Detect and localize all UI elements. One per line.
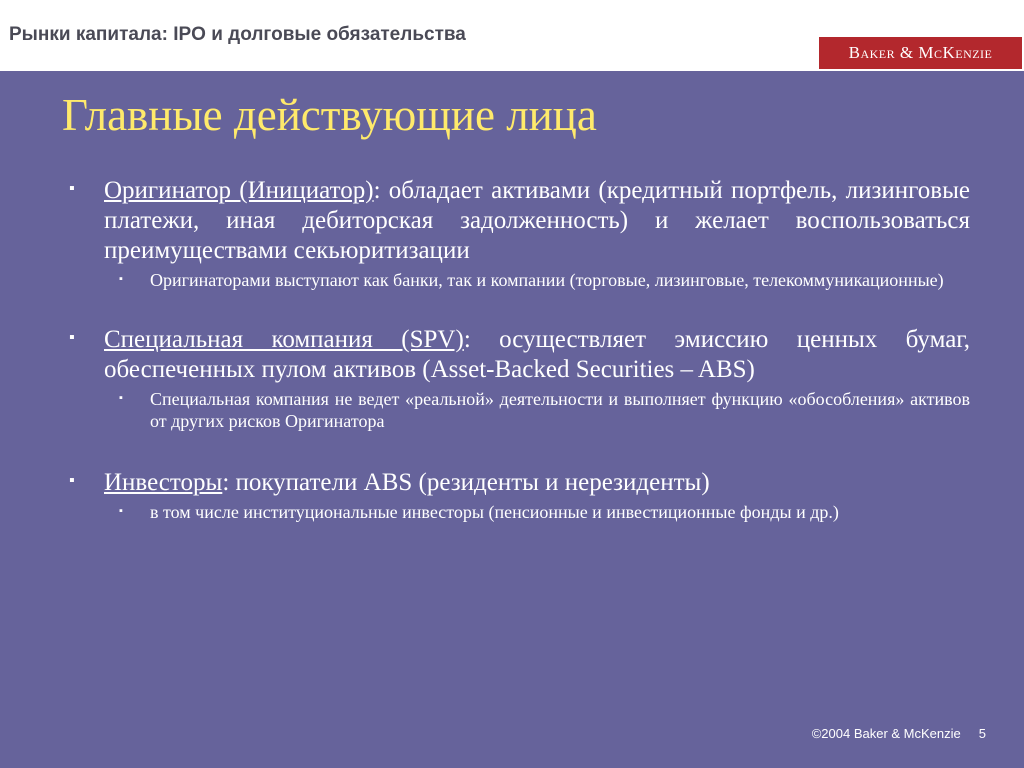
list-item: [66, 468, 970, 523]
bullet-text: : обладает активами (кредитный портфель, лизинговые платежи, иная дебиторская задолженность) и желает воспользоваться преимуществами секьюритизации: [104, 177, 971, 264]
bullet-term: Специальная компания (SPV): [104, 326, 464, 353]
bullet-item-spv: [66, 325, 970, 385]
page-number: 5: [978, 726, 986, 741]
footer-copyright: ©2004 Baker & McKenzie: [811, 726, 961, 741]
header-bar: [0, 0, 1024, 71]
bullet-icon: ▪: [69, 329, 75, 346]
sub-bullet-text: Оригинаторами выступают как банки, так и компании (торговые, лизинговые, телекоммуникационные): [150, 270, 944, 290]
header-title: Рынки капитала: IPO и долговые обязательства: [9, 24, 466, 45]
company-logo: Baker & McKenzie: [819, 37, 1022, 69]
bullet-term: Инвесторы: [104, 469, 223, 496]
bullet-text: : осуществляет эмиссию ценных бумаг, обеспеченных пулом активов (Asset-Backed Securities – ABS): [104, 326, 970, 383]
sub-bullet-item: [66, 501, 970, 523]
list-item: [66, 176, 970, 291]
bullet-list: [66, 176, 970, 557]
list-item: [66, 325, 970, 432]
bullet-text: : покупатели ABS (резиденты и нерезиденты): [222, 469, 710, 496]
sub-bullet-icon: ▪: [119, 273, 123, 285]
bullet-item-investors: [66, 468, 970, 498]
bullet-term: Оригинатор (Инициатор): [104, 177, 374, 204]
bullet-icon: ▪: [69, 180, 75, 197]
sub-bullet-item: [66, 388, 970, 432]
sub-bullet-icon: ▪: [119, 392, 123, 404]
slide-title: Главные действующие лица: [62, 90, 597, 140]
bullet-icon: ▪: [69, 472, 75, 489]
sub-bullet-text: в том числе институциональные инвесторы (пенсионные и инвестиционные фонды и др.): [150, 502, 839, 522]
sub-bullet-item: [66, 269, 970, 291]
sub-bullet-icon: ▪: [119, 505, 123, 517]
bullet-item-originator: [66, 176, 970, 266]
footer: [812, 726, 986, 741]
sub-bullet-text: Специальная компания не ведет «реальной» деятельности и выполняет функцию «обособления» активов от других рисков Оригинатора: [150, 389, 970, 431]
